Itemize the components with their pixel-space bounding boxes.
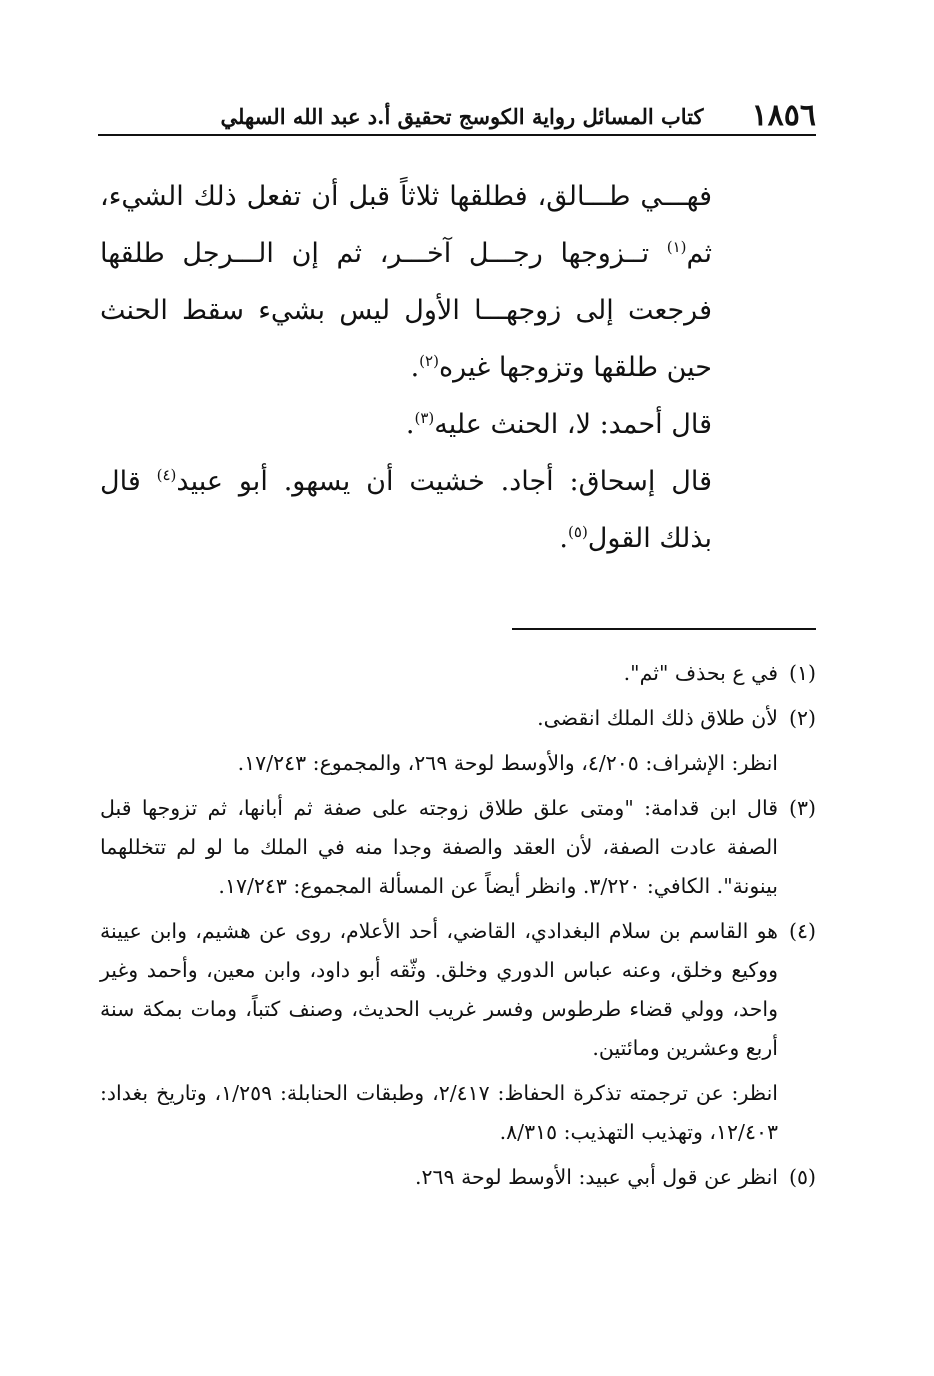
paragraph-2-end: .: [405, 409, 415, 440]
paragraph-3-continuation: قال بذلك القول: [100, 466, 712, 554]
page-header: [98, 94, 816, 134]
main-text: [100, 168, 712, 567]
footnote-ref-2[interactable]: (٢): [419, 352, 439, 370]
footnote-text: لأن طلاق ذلك الملك انقضى.: [537, 706, 778, 730]
paragraph-1-end: .: [410, 352, 420, 383]
footnote-2: [100, 699, 816, 738]
footnote-4-continuation: انظر: عن ترجمته تذكرة الحفاظ: ٢/٤١٧، وطبقات الحنابلة: ١/٢٥٩، وتاريخ بغداد: ١٢/٤٠٣، وتهذيب التهذيب: ٨/٣١٥.: [100, 1081, 778, 1144]
paragraph-3-text: قال إسحاق: أجاد. خشيت أن يسهو. أبو عبيد: [176, 466, 712, 497]
paragraph-1-text: فهـــي طـــالق، فطلقها ثلاثاً قبل أن تفعل ذلك الشيء، ثم: [100, 181, 712, 269]
footnote-2-continuation: انظر: الإشراف: ٤/٢٠٥، والأوسط لوحة ٢٦٩، والمجموع: ١٧/٢٤٣.: [237, 751, 778, 775]
header-rule: [98, 134, 816, 136]
footnote-3: [100, 789, 816, 906]
paragraph-3: [100, 453, 712, 567]
footnote-text: قال ابن قدامة: "ومتى علق طلاق زوجته على صفة ثم أبانها، ثم تزوجها قبل الصفة عادت الصفة، لأن العقد والصفة وجدا منه في الملك ما لو لم تتخللهما بينونة". الكافي: ٣/٢٢٠. وانظر أيضاً عن المسألة المجموع: ١٧/٢٤٣.: [100, 796, 778, 898]
footnote-5: [100, 1158, 816, 1197]
footnote-separator: [512, 628, 816, 630]
footnote-text: هو القاسم بن سلام البغدادي، القاضي، أحد الأعلام، روى عن هشيم، وابن عيينة ووكيع وخلق، وعنه عباس الدوري وخلق. وثّقه أبو داود، وابن معين، وأحمد وغير واحد، وولي قضاء طرطوس وفسر غريب الحديث، وصنف كتباً، ومات بمكة سنة أربع وعشرين ومائتين.: [100, 919, 778, 1060]
footnote-number: (١): [788, 661, 816, 685]
paragraph-1: [100, 168, 712, 396]
footnote-number: (٣): [788, 796, 816, 820]
footnote-text: في ع بحذف "ثم".: [623, 661, 778, 685]
page-number: ١٨٥٦: [751, 98, 816, 133]
footnote-number: (٤): [788, 919, 816, 943]
footnote-number: (٥): [788, 1165, 816, 1189]
paragraph-3-end: .: [559, 523, 569, 554]
footnote-1: [100, 654, 816, 693]
footnote-ref-4[interactable]: (٤): [156, 466, 177, 484]
paragraph-1-continuation: تــزوجها رجـــل آخـــر، ثم إن الـــرجل طلقها فرجعت إلى زوجهـــا الأول ليس بشيء سقط الحنث حين طلقها وتزوجها غيره: [100, 238, 712, 383]
footnote-text: انظر عن قول أبي عبيد: الأوسط لوحة ٢٦٩.: [414, 1165, 778, 1189]
footnote-ref-3[interactable]: (٣): [414, 409, 435, 427]
footnote-ref-1[interactable]: (١): [666, 238, 687, 256]
running-title: كتاب المسائل رواية الكوسج تحقيق أ.د عبد الله السهلي: [220, 104, 704, 129]
footnotes: [100, 654, 816, 1203]
paragraph-2-text: قال أحمد: لا، الحنث عليه: [434, 409, 712, 440]
footnote-ref-5[interactable]: (٥): [568, 523, 588, 541]
footnote-number: (٢): [788, 706, 816, 730]
paragraph-2: [100, 396, 712, 453]
footnote-4: [100, 912, 816, 1068]
